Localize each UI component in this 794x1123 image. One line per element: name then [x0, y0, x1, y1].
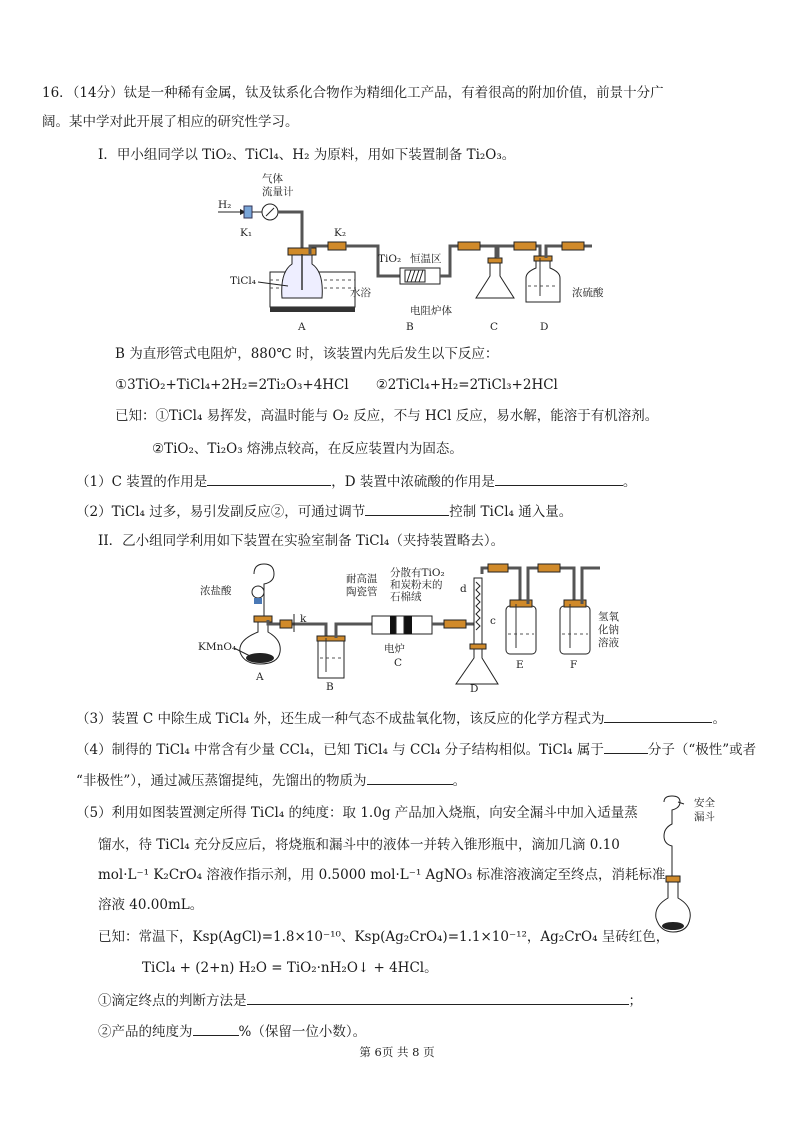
intro-line-1: 16．（14分）钛是一种稀有金属，钛及钛系化合物作为精细化工产品，有着很高的附加价值，前景十分广: [42, 85, 664, 101]
answer-blank-1a[interactable]: [207, 471, 331, 486]
fig2-label-tube-2: 陶瓷管: [346, 586, 378, 598]
funnel-label-1: 安全: [694, 797, 715, 809]
b-description: B 为直形管式电阻炉，880℃ 时，该装置内先后发生以下反应：: [115, 346, 499, 362]
fig2-label-k: k: [300, 613, 307, 625]
k1-valve-icon: [244, 206, 252, 218]
question-5-i: ①滴定终点的判断方法是 ；: [98, 990, 642, 1010]
question-4-line-2: “非极性”），通过减压蒸馏提纯，先馏出的物质为 。: [76, 770, 466, 790]
apparatus-figure-1: [200, 172, 620, 332]
fig2-label-B: B: [326, 681, 334, 692]
question-5-line-3: mol·L⁻¹ K₂CrO₄ 溶液作指示剂，用 0.5000 mol·L⁻¹ AgNO₃ 标准溶液滴定至终点，消耗标准: [98, 867, 666, 883]
answer-blank-1b[interactable]: [495, 471, 623, 486]
known-1: 已知：①TiCl₄ 易挥发，高温时能与 O₂ 反应，不与 HCl 反应，易水解，能溶于有机溶剂。: [115, 408, 659, 424]
fig2-label-c-port: c: [490, 615, 496, 627]
fig1-label-ticl4: TiCl₄: [230, 275, 256, 287]
fig2-label-naoh-3: 溶液: [598, 637, 619, 649]
part2-title: II．乙小组同学利用如下装置在实验室制备 TiCl₄（夹持装置略去）。: [98, 533, 505, 549]
safety-funnel-figure: [650, 794, 740, 942]
fig1-label-B: B: [406, 321, 414, 332]
known-2: ②TiO₂、Ti₂O₃ 熔沸点较高，在反应装置内为固态。: [152, 441, 463, 457]
question-3: （3）装置 C 中除生成 TiCl₄ 外，还生成一种气态不成盐氧化物，该反应的化学方程式为 。: [76, 708, 726, 728]
answer-blank-2[interactable]: [365, 501, 449, 516]
fig1-label-flowmeter-2: 流量计: [262, 186, 294, 198]
fig1-label-zone: 恒温区: [410, 253, 442, 265]
fig2-label-d-port: d: [460, 583, 467, 595]
funnel-label-2: 漏斗: [694, 811, 715, 823]
fig2-label-D: D: [470, 683, 479, 692]
question-5-line-4: 溶液 40.00mL。: [98, 897, 204, 913]
fig1-label-A: A: [298, 321, 306, 332]
answer-blank-5i[interactable]: [247, 990, 629, 1005]
question-5-line-1: （5）利用如图装置测定所得 TiCl₄ 的纯度：取 1.0g 产品加入烧瓶，向安全漏斗中加入适量蒸: [76, 805, 638, 821]
fig1-label-C: C: [490, 321, 499, 332]
intro-line-2: 阔。某中学对此开展了相应的研究性学习。: [42, 114, 299, 130]
fig2-label-furnace: 电炉: [384, 643, 405, 655]
fig2-label-hcl: 浓盐酸: [200, 585, 232, 597]
apparatus-figure-2: [198, 560, 638, 692]
fig2-label-naoh-2: 化钠: [598, 624, 619, 636]
fig1-label-k1: K₁: [240, 227, 253, 239]
fig2-label-cotton-3: 石棉绒: [390, 591, 422, 603]
fig2-label-kmno4: KMnO₄: [198, 641, 237, 653]
fig2-label-F: F: [570, 659, 578, 671]
fig1-label-acid: 浓硫酸: [572, 287, 604, 299]
fig2-label-A: A: [256, 671, 264, 683]
question-1: （1）C 装置的作用是 ，D 装置中浓硫酸的作用是 。: [76, 471, 636, 491]
fig1-label-tio2: TiO₂: [378, 253, 402, 265]
fig2-label-tube-1: 耐高温: [346, 573, 378, 585]
page-footer: 第 6页 共 8 页: [359, 1045, 435, 1059]
answer-blank-4b[interactable]: [367, 770, 453, 785]
answer-blank-4a[interactable]: [604, 739, 648, 754]
fig2-label-C: C: [394, 657, 403, 669]
fig2-label-naoh-1: 氢氧: [598, 611, 619, 623]
fig2-label-E: E: [516, 659, 524, 671]
part1-title: I．甲小组同学以 TiO₂、TiCl₄、H₂ 为原料，用如下装置制备 Ti₂O₃。: [98, 147, 516, 163]
fig1-label-D: D: [540, 321, 549, 332]
fig2-label-cotton-2: 和炭粉末的: [390, 579, 443, 591]
known-4: TiCl₄ + (2+n) H₂O = TiO₂·nH₂O↓ + 4HCl。: [142, 960, 438, 976]
fig1-label-h2: H₂: [218, 199, 232, 211]
question-2: （2）TiCl₄ 过多，易引发副反应②，可通过调节 控制 TiCl₄ 通入量。: [76, 501, 572, 521]
known-3: 已知：常温下，Ksp(AgCl)=1.8×10⁻¹⁰、Ksp(Ag₂CrO₄)=1.1×10⁻¹²，Ag₂CrO₄ 呈砖红色，: [98, 929, 670, 945]
fig1-label-furnace: 电阻炉体: [410, 305, 452, 317]
fig1-label-bath: 水浴: [350, 287, 371, 299]
fig1-label-flowmeter-1: 气体: [262, 173, 283, 185]
fig1-label-k2: K₂: [334, 227, 347, 239]
answer-blank-3[interactable]: [604, 708, 712, 723]
answer-blank-5ii[interactable]: [193, 1021, 239, 1036]
reactions-line: ①3TiO₂+TiCl₄+2H₂=2Ti₂O₃+4HCl ②2TiCl₄+H₂=2TiCl₃+2HCl: [115, 377, 558, 393]
question-5-ii: ②产品的纯度为 %（保留一位小数）。: [98, 1021, 366, 1041]
question-5-line-2: 馏水，待 TiCl₄ 充分反应后，将烧瓶和漏斗中的液体一并转入锥形瓶中，滴加几滴 0.10: [98, 837, 620, 853]
fig2-label-cotton-1: 分散有TiO₂: [390, 567, 445, 579]
question-4-line-1: （4）制得的 TiCl₄ 中常含有少量 CCl₄，已知 TiCl₄ 与 CCl₄ 分子结构相似。TiCl₄ 属于 分子（“极性”或者: [76, 739, 756, 759]
